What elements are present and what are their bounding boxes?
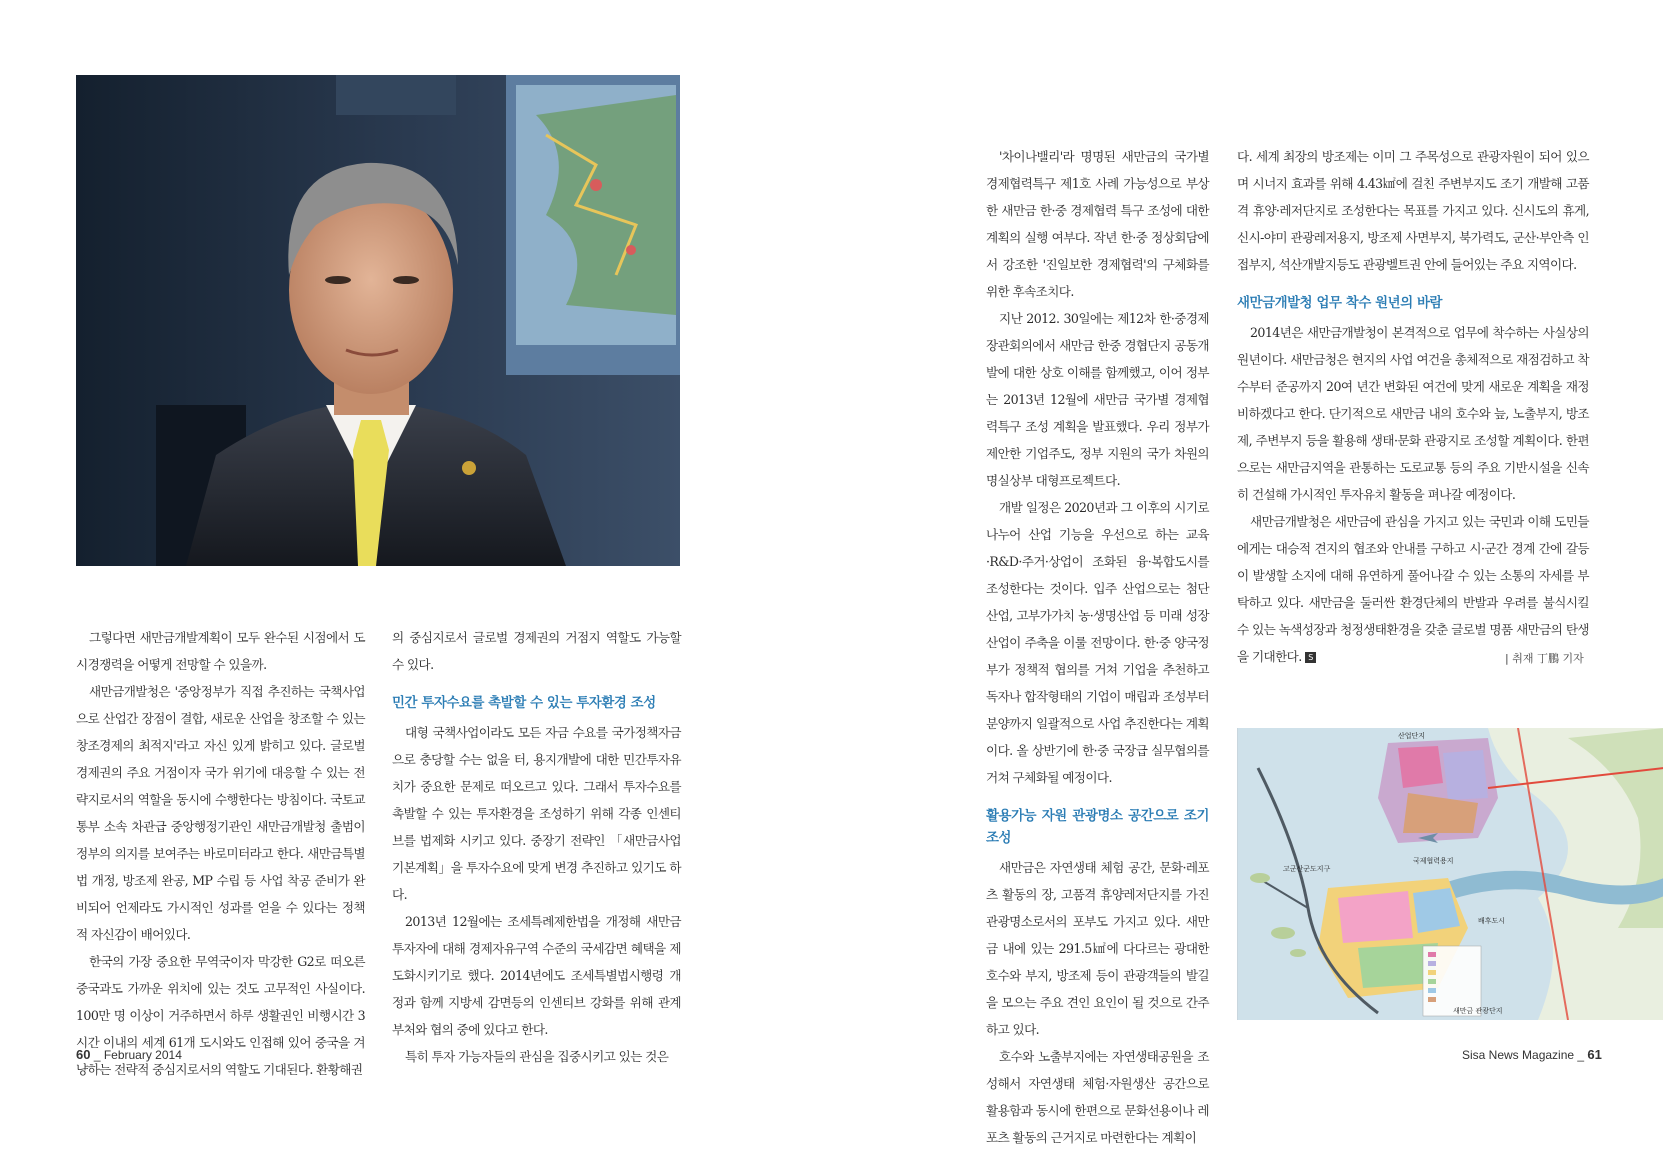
paragraph: 대형 국책사업이라도 모든 자금 수요를 국가정책자금으로 충당할 수는 없을 터, 용지개발에 대한 민간투자유치가 중요한 문제로 떠오르고 있다. 그래서 투자수요를 촉발할 수 있는 투자환경을 조성하기 위해 각종 인센티브를 법제화 시키고 있다. 중장기 전략인 「새만금사업 기본계획」을 투자수요에 맞게 변경 추진하고 있기도 하다. (392, 725, 681, 902)
right-column-1 (986, 143, 1209, 1151)
left-column-2 (392, 624, 681, 1070)
saemangeum-map (1237, 728, 1663, 1020)
paragraph: 지난 2012. 30일에는 제12차 한·중경제장관회의에서 새만금 한중 경협단지 공동개발에 대한 상호 이해를 함께했고, 이어 정부는 2013년 12월에 새만금 국가별 경제협력특구 조성 계획을 발표했다. 우리 정부가 제안한 기업주도, 정부 지원의 국가 차원의 명실상부 대형프로젝트다. (986, 311, 1209, 488)
end-mark-icon: S (1305, 652, 1316, 663)
map-label-intl: 국제협력용지 (1413, 857, 1454, 865)
paragraph: 개발 일정은 2020년과 그 이후의 시기로 나누어 산업 기능을 우선으로 하는 교육·R&D·주거·상업이 조화된 융·복합도시를 조성한다는 것이다. 입주 산업으로는 첨단산업, 고부가가치 농·생명산업 등 미래 성장산업이 주축을 이룰 전망이다. 한·중 양국정부가 정책적 협의를 거쳐 기업을 추천하고 독자나 합작형태의 기업이 매립과 조성부터 분양까지 일괄적으로 사업 추진한다는 계획이다. 올 상반기에 한·중 국장급 실무협의를 거쳐 구체화될 예정이다. (986, 500, 1209, 785)
byline: | 취재 丁鵬 기자 (1505, 652, 1584, 665)
paragraph: 새만금은 자연생태 체험 공간, 문화·레포츠 활동의 장, 고품격 휴양레저단지를 가진 관광명소로서의 포부도 가지고 있다. 새만금 내에 있는 291.5㎢에 다다르는 광대한 호수와 부지, 방조제 등이 관광객들의 발길을 모으는 주요 견인 요인이 될 것으로 간주하고 있다. (986, 860, 1209, 1037)
paragraph-text: 새만금개발청은 새만금에 관심을 가지고 있는 국민과 이해 도민들에게는 대승적 견지의 협조와 안내를 구하고 시·군간 경계 간에 갈등이 발생할 소지에 대해 유연하게 풀어나갈 수 있는 소통의 자세를 부탁하고 있다. 새만금을 둘러싼 환경단체의 반발과 우려를 불식시킬 수 있는 녹색성장과 청정생태환경을 갖춘 글로벌 명품 새만금의 탄생을 기대한다. (1237, 514, 1589, 664)
paragraph: 호수와 노출부지에는 자연생태공원을 조성해서 자연생태 체험·자원생산 공간으로 활용함과 동시에 한편으로 문화선용이나 레포츠 활동의 근거지로 마련한다는 계획이 (986, 1049, 1209, 1145)
paragraph: 2013년 12월에는 조세특례제한법을 개정해 새만금 투자자에 대해 경제자유구역 수준의 국세감면 혜택을 제도화시키기로 했다. 2014년에도 조세특별법시행령 개정과 함께 지방세 감면등의 인센티브 강화를 위해 관계부처와 협의 중에 있다고 한다. (392, 914, 681, 1037)
paragraph: 한국의 가장 중요한 무역국이자 막강한 G2로 떠오른 중국과도 가까운 위치에 있는 것도 고무적인 사실이다. 100만 명 이상이 거주하면서 하루 생활권인 비행시간 3시간 이내의 세계 61개 도시와도 인접해 있어 중국을 겨냥하는 전략적 중심지로서의 역할도 기대된다. 환황해권 (76, 954, 365, 1077)
left-column-1 (76, 624, 365, 1083)
right-folio (1462, 1047, 1602, 1062)
section-heading: 새만금개발청 업무 착수 원년의 바람 (1237, 296, 1443, 311)
magazine-label: Sisa News Magazine _ (1462, 1048, 1585, 1062)
map-label-industrial: 산업단지 (1398, 732, 1426, 740)
paragraph: 다. 세계 최장의 방조제는 이미 그 주목성으로 관광자원이 되어 있으며 시너지 효과를 위해 4.43㎢에 걸친 주변부지도 조기 개발해 고품격 휴양·레저단지로 조성한다는 목표를 가지고 있다. 신시도의 휴게, 신시-야미 관광레저용지, 방조제 사면부지, 북가력도, 군산·부안측 인접부지, 석산개발지등도 관광벨트권 안에 들어있는 주요 지역이다. (1237, 149, 1589, 272)
paragraph: 특히 투자 가능자들의 관심을 집중시키고 있는 것은 (405, 1049, 669, 1064)
left-folio (76, 1047, 182, 1062)
paragraph: 새만금개발청은 '중앙정부가 직접 추진하는 국책사업으로 산업간 장점이 결합, 새로운 산업을 창조할 수 있는 창조경제의 최적지'라고 자신 있게 밝히고 있다. 글로벌 경제권의 주요 거점이자 국가 위기에 대응할 수 있는 전략지로서의 역할을 동시에 수행한다는 방침이다. 국토교통부 소속 차관급 중앙행정기관인 새만금개발청 출범이 정부의 의지를 보여주는 바로미터라고 한다. 새만금특별법 개정, 방조제 완공, MP 수립 등 사업 착공 준비가 완비되어 언제라도 가시적인 성과를 얻을 수 있다는 정책적 자신감이 배어있다. (76, 684, 365, 942)
paragraph: 2014년은 새만금개발청이 본격적으로 업무에 착수하는 사실상의 원년이다. 새만금청은 현지의 사업 여건을 총체적으로 재점검하고 착수부터 준공까지 20여 년간 변화된 여건에 맞게 새로운 계획을 재정비하겠다고 한다. 단기적으로 새만금 내의 호수와 늪, 노출부지, 방조제, 주변부지 등을 활용해 생태·문화 관광지로 조성할 계획이다. 한편으로는 새만금지역을 관통하는 도로교통 등의 주요 기반시설을 신속히 건설해 가시적인 투자유치 활동을 펴나갈 예정이다. (1237, 325, 1589, 502)
portrait-photo (76, 75, 680, 566)
map-label-town: 배후도시 (1478, 917, 1506, 925)
right-column-2 (1237, 143, 1589, 670)
section-heading: 활용가능 자원 관광명소 공간으로 조기 조성 (986, 809, 1209, 846)
paragraph: '차이나밸리'라 명명된 새만금의 국가별 경제협력특구 제1호 사례 가능성으로 부상한 새만금 한·중 경제협력 특구 조성에 대한 계획의 실행 여부다. 작년 한·중 정상회담에서 강조한 '진일보한 경제협력'의 구체화를 위한 후속조치다. (986, 149, 1209, 299)
portrait-illustration (76, 75, 680, 566)
page-number: 61 (1587, 1047, 1602, 1062)
map-label-tourism: 새만금 관광단지 (1453, 1007, 1503, 1015)
map-label-gogunsan: 고군산군도지구 (1283, 865, 1331, 873)
map-illustration (1238, 728, 1663, 1020)
paragraph: 그렇다면 새만금개발계획이 모두 완수된 시점에서 도시경쟁력을 어떻게 전망할 수 있을까. (76, 630, 365, 672)
page-number: 60 (76, 1047, 91, 1062)
section-heading: 민간 투자수요를 촉발할 수 있는 투자환경 조성 (392, 696, 656, 711)
paragraph (1237, 508, 1589, 670)
paragraph: 의 중심지로서 글로벌 경제권의 거점지 역할도 가능할 수 있다. (392, 630, 681, 672)
left-page (0, 0, 831, 1096)
issue-label: _ February 2014 (93, 1048, 182, 1062)
